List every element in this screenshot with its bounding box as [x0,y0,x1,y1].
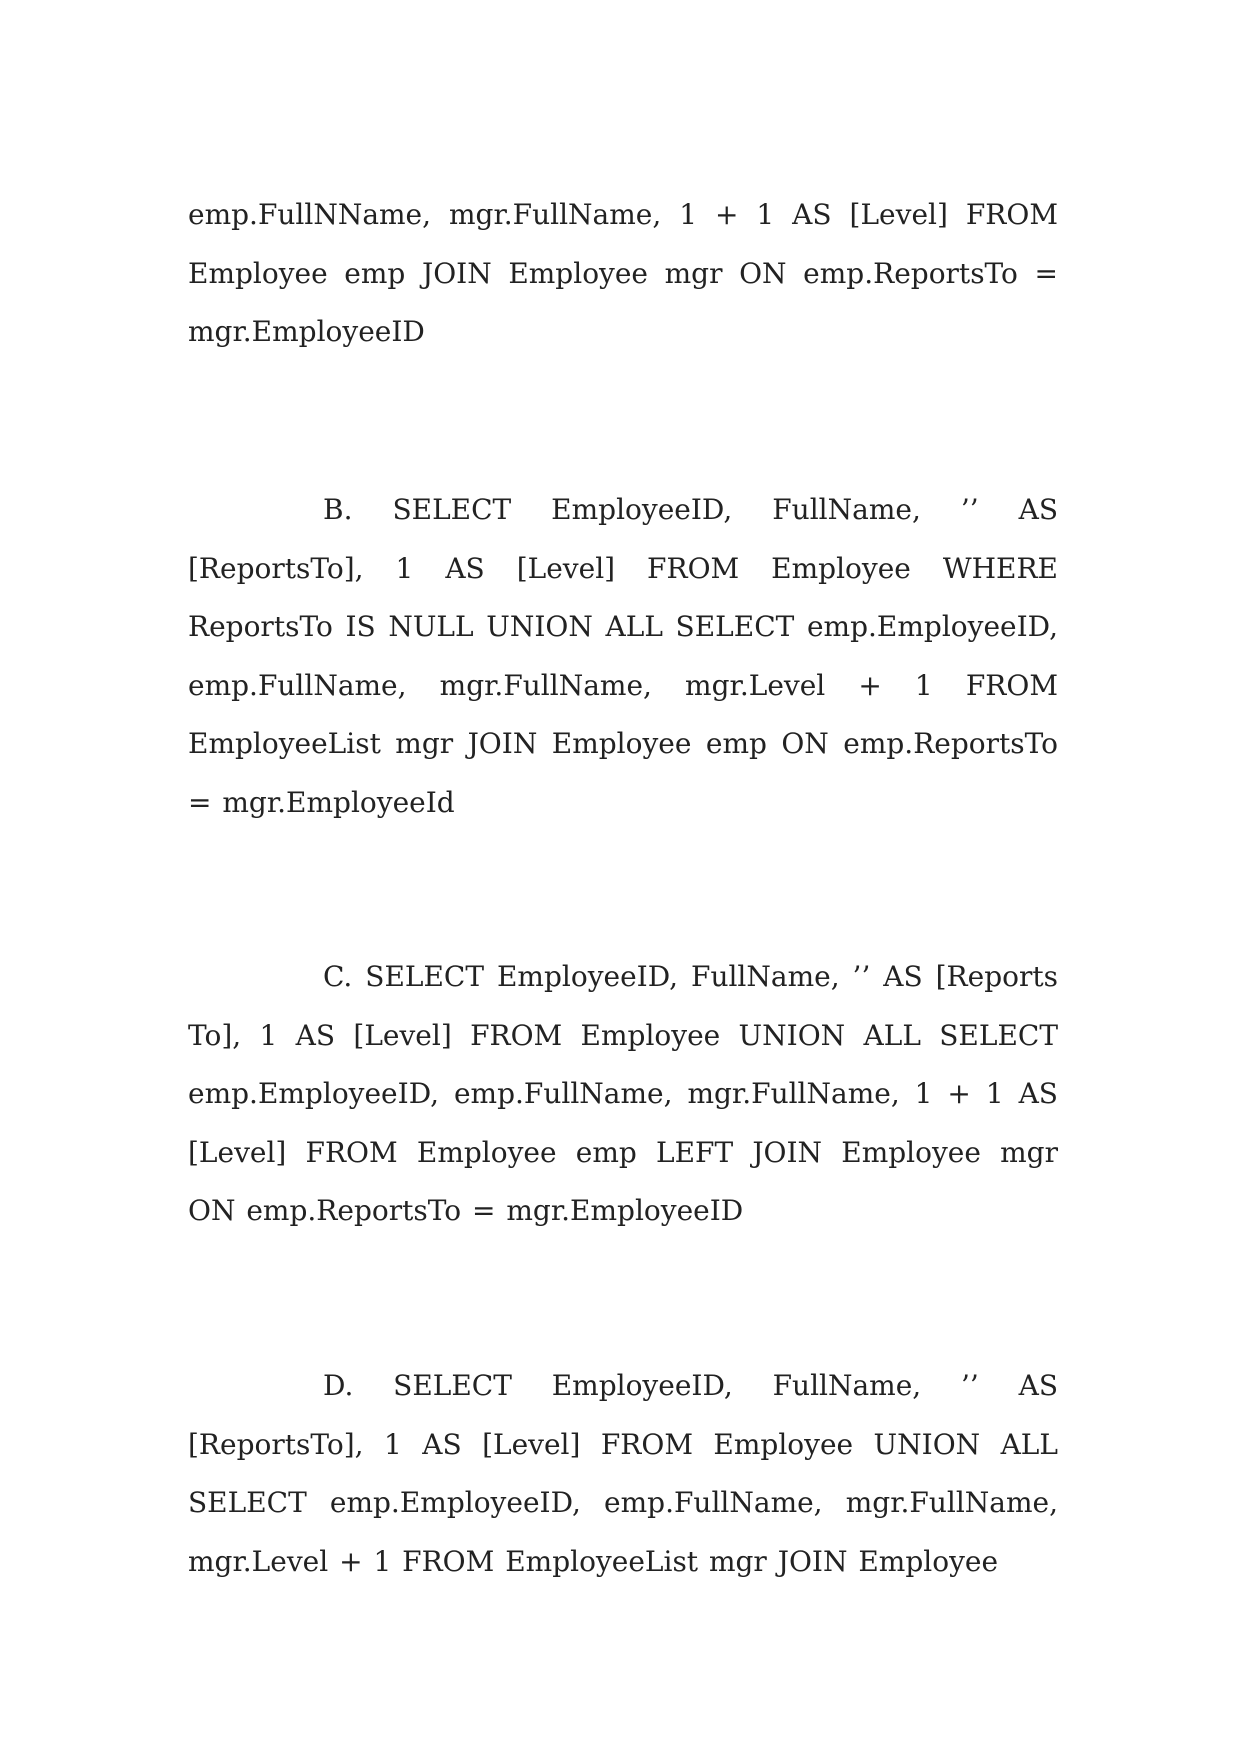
previous-option-continuation: emp.FullNName, mgr.FullName, 1 + 1 AS [Level] FROM Employee emp JOIN Employee mgr ON emp.ReportsTo = mgr.EmployeeID [188,198,1058,348]
answer-option-c: C. SELECT EmployeeID, FullName, ’’ AS [Reports To], 1 AS [Level] FROM Employee UNION ALL SELECT emp.EmployeeID, emp.FullName, mgr.FullName, 1 + 1 AS [Level] FROM Employee emp LEFT JOIN Employee mgr ON emp.ReportsTo = mgr.EmployeeID [188,960,1058,1227]
answer-option-b: B. SELECT EmployeeID, FullName, ’’ AS [ReportsTo], 1 AS [Level] FROM Employee WHERE ReportsTo IS NULL UNION ALL SELECT emp.EmployeeID, emp.FullName, mgr.FullName, mgr.Level + 1 FROM EmployeeList mgr JOIN Employee emp ON emp.ReportsTo = mgr.EmployeeId [188,493,1058,819]
answer-option-d: D. SELECT EmployeeID, FullName, ’’ AS [ReportsTo], 1 AS [Level] FROM Employee UNION ALL SELECT emp.EmployeeID, emp.FullName, mgr.FullName, mgr.Level + 1 FROM EmployeeList mgr JOIN Employee [188,1369,1058,1578]
